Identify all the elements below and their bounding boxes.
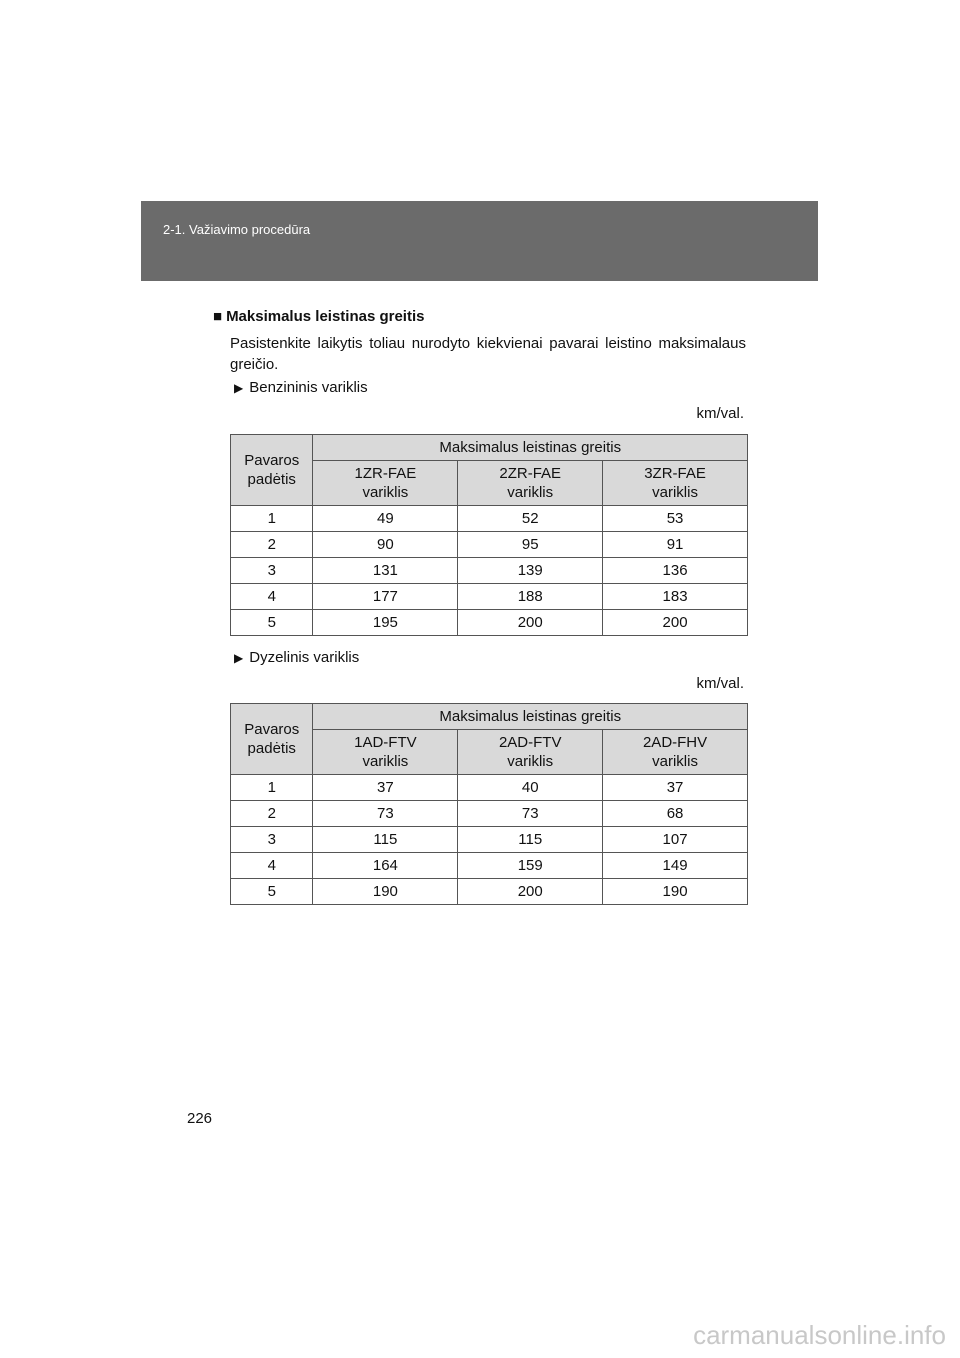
speed-cell: 195 <box>313 610 458 636</box>
speed-cell: 37 <box>603 775 748 801</box>
gear-cell: 3 <box>231 558 313 584</box>
speed-cell: 190 <box>603 879 748 905</box>
gear-cell: 5 <box>231 879 313 905</box>
speed-cell: 183 <box>603 584 748 610</box>
section-heading <box>213 308 424 325</box>
speed-cell: 53 <box>603 506 748 532</box>
diesel-speed-table <box>230 703 748 905</box>
speed-cell: 164 <box>313 853 458 879</box>
petrol-speed-table <box>230 434 748 636</box>
intro-paragraph: Pasistenkite laikytis toliau nurodyto kiekvienai pavarai leistino maksimalaus greičio. <box>230 335 746 373</box>
table-row <box>231 506 748 532</box>
square-bullet-icon: ■ <box>213 308 223 325</box>
engine-header: 2AD-FTV variklis <box>458 730 603 775</box>
speed-cell: 177 <box>313 584 458 610</box>
diesel-subheading <box>234 649 359 666</box>
petrol-label: Benzininis variklis <box>249 379 368 396</box>
speed-cell: 52 <box>458 506 603 532</box>
engine-header: 2ZR-FAE variklis <box>458 461 603 506</box>
speed-cell: 200 <box>458 610 603 636</box>
speed-cell: 90 <box>313 532 458 558</box>
speed-cell: 200 <box>458 879 603 905</box>
gear-cell: 1 <box>231 506 313 532</box>
speed-cell: 37 <box>313 775 458 801</box>
gear-column-header: Pavaros padėtis <box>231 704 313 775</box>
gear-cell: 2 <box>231 801 313 827</box>
chapter-title: 2-1. Važiavimo procedūra <box>163 222 311 237</box>
speed-cell: 190 <box>313 879 458 905</box>
diesel-label: Dyzelinis variklis <box>249 649 360 666</box>
speed-cell: 73 <box>458 801 603 827</box>
table-row <box>231 558 748 584</box>
triangle-right-icon: ▶ <box>234 651 244 665</box>
section-title-text: Maksimalus leistinas greitis <box>226 308 425 325</box>
watermark: carmanualsonline.info <box>693 1320 946 1350</box>
speed-cell: 200 <box>603 610 748 636</box>
gear-cell: 2 <box>231 532 313 558</box>
speed-cell: 115 <box>458 827 603 853</box>
engine-header: 1ZR-FAE variklis <box>313 461 458 506</box>
engine-header: 3ZR-FAE variklis <box>603 461 748 506</box>
table-row <box>231 775 748 801</box>
speed-cell: 107 <box>603 827 748 853</box>
table-row <box>231 879 748 905</box>
speed-cell: 40 <box>458 775 603 801</box>
gear-column-header: Pavaros padėtis <box>231 435 313 506</box>
speed-cell: 188 <box>458 584 603 610</box>
petrol-subheading <box>234 379 368 396</box>
speed-cell: 73 <box>313 801 458 827</box>
engine-header: 1AD-FTV variklis <box>313 730 458 775</box>
engine-header: 2AD-FHV variklis <box>603 730 748 775</box>
speed-cell: 91 <box>603 532 748 558</box>
speed-cell: 131 <box>313 558 458 584</box>
triangle-right-icon: ▶ <box>234 381 244 395</box>
speed-cell: 49 <box>313 506 458 532</box>
gear-cell: 3 <box>231 827 313 853</box>
table-row <box>231 801 748 827</box>
speed-cell: 149 <box>603 853 748 879</box>
speed-cell: 95 <box>458 532 603 558</box>
gear-cell: 5 <box>231 610 313 636</box>
gear-cell: 4 <box>231 853 313 879</box>
max-speed-group-header: Maksimalus leistinas greitis <box>313 435 748 461</box>
gear-cell: 1 <box>231 775 313 801</box>
petrol-unit: km/val. <box>696 405 744 422</box>
speed-cell: 115 <box>313 827 458 853</box>
table-row <box>231 610 748 636</box>
table-row <box>231 853 748 879</box>
max-speed-group-header: Maksimalus leistinas greitis <box>313 704 748 730</box>
table-row <box>231 584 748 610</box>
diesel-unit: km/val. <box>696 675 744 692</box>
speed-cell: 139 <box>458 558 603 584</box>
page-number: 226 <box>187 1110 213 1127</box>
speed-cell: 68 <box>603 801 748 827</box>
chapter-header <box>141 201 818 281</box>
speed-cell: 159 <box>458 853 603 879</box>
table-row <box>231 532 748 558</box>
table-row <box>231 827 748 853</box>
gear-cell: 4 <box>231 584 313 610</box>
speed-cell: 136 <box>603 558 748 584</box>
